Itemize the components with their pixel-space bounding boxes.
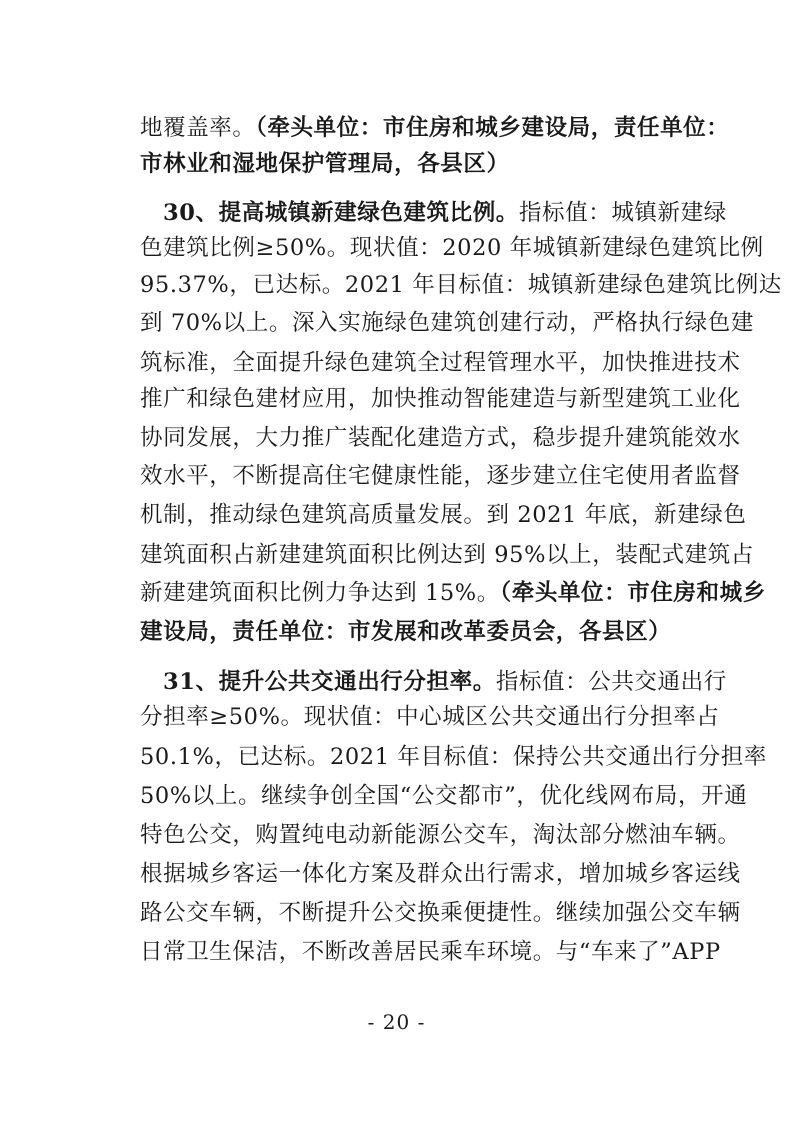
text-line — [140, 617, 700, 647]
text-segment: 到 70%以上。深入实施绿色建筑创建行动，严格执行绿色建 — [140, 310, 754, 336]
text-segment: 效水平，不断提高住宅健康性能，逐步建立住宅使用者监督 — [140, 463, 741, 489]
text-line — [163, 198, 727, 228]
text-segment: 协同发展，大力推广装配化建造方式，稳步提升建筑能效水 — [140, 425, 741, 451]
text-segment: 指标值：公共交通出行 — [495, 669, 727, 695]
text-segment: 95.37%，已达标。2021 年目标值：城镇新建绿色建筑比例达 — [140, 272, 782, 298]
text-segment: 50%以上。继续争创全国“公交都市”，优化线网布局，开通 — [140, 783, 748, 809]
text-segment: 地覆盖率。 — [140, 115, 256, 141]
text-segment: 建筑面积占新建建筑面积比例达到 95%以上，装配式建筑占 — [140, 542, 754, 568]
text-line — [140, 500, 747, 530]
text-line — [140, 898, 741, 928]
text-line — [140, 937, 721, 967]
text-segment: 筑标准，全面提升绿色建筑全过程管理水平，加快推进技术 — [140, 350, 741, 376]
text-line — [140, 461, 741, 491]
text-line — [140, 270, 782, 300]
text-line — [140, 742, 767, 772]
text-segment: 分担率≥50%。现状值：中心城区公共交通出行分担率占 — [140, 704, 720, 730]
text-line — [140, 423, 741, 453]
text-line — [140, 702, 720, 732]
text-line — [140, 820, 741, 850]
text-segment: 根据城乡客运一体化方案及群众出行需求，增加城乡客运线 — [140, 861, 741, 887]
text-segment: 特色公交，购置纯电动新能源公交车，淘汰部分燃油车辆。 — [140, 822, 741, 848]
bold-text-segment: 31、提升公共交通出行分担率。 — [163, 669, 496, 695]
bold-text-segment: 建设局，责任单位：市发展和改革委员会，各县区） — [140, 619, 672, 645]
bold-text-segment: （牵头单位：市住房和城乡 — [499, 580, 766, 606]
text-segment: 新建建筑面积比例力争达到 15%。 — [140, 580, 500, 606]
text-line — [140, 540, 754, 570]
text-line — [140, 233, 764, 263]
text-line — [140, 384, 741, 414]
text-segment: 推广和绿色建材应用，加快推动智能建造与新型建筑工业化 — [140, 386, 741, 412]
text-line — [140, 348, 741, 378]
bold-text-segment: 30、提高城镇新建绿色建筑比例。 — [163, 200, 519, 226]
text-segment: 指标值：城镇新建绿 — [518, 200, 727, 226]
text-segment: 色建筑比例≥50%。现状值：2020 年城镇新建绿色建筑比例 — [140, 235, 764, 261]
text-line — [140, 149, 700, 179]
text-line — [140, 578, 766, 608]
bold-text-segment: 市林业和湿地保护管理局，各县区） — [140, 151, 510, 177]
text-line — [163, 667, 727, 697]
text-line — [140, 308, 754, 338]
text-line — [140, 781, 748, 811]
text-line — [140, 859, 741, 889]
text-line — [140, 113, 730, 143]
text-segment: 路公交车辆，不断提升公交换乘便捷性。继续加强公交车辆 — [140, 900, 741, 926]
text-segment: 机制，推动绿色建筑高质量发展。到 2021 年底，新建绿色 — [140, 502, 747, 528]
page-number: - 20 - — [367, 1010, 426, 1034]
bold-text-segment: （牵头单位：市住房和城乡建设局，责任单位： — [255, 115, 730, 141]
text-segment: 日常卫生保洁，不断改善居民乘车环境。与“车来了”APP — [140, 939, 721, 965]
text-segment: 50.1%，已达标。2021 年目标值：保持公共交通出行分担率 — [140, 744, 767, 770]
